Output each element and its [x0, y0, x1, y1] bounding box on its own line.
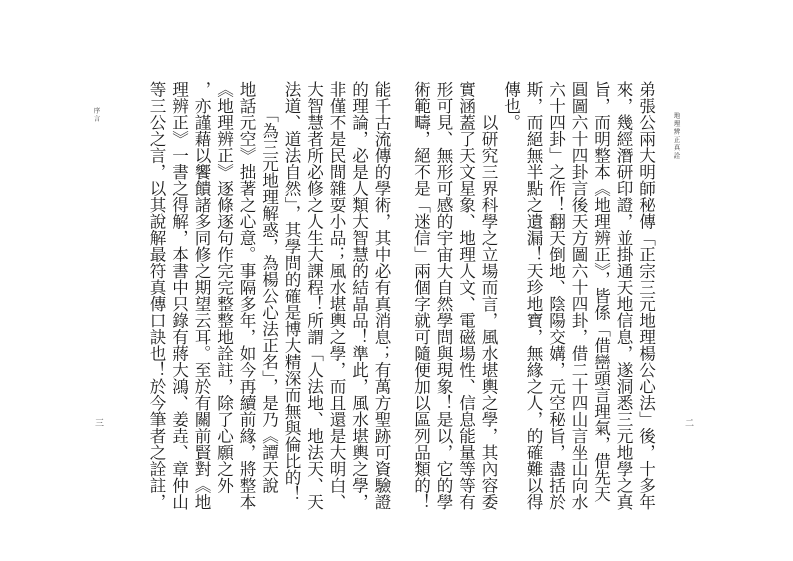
text-column: 理辨正》一書之得解，本書中只錄有蔣大鴻、姜垚、章仲山 [169, 81, 189, 510]
text-column: 「為三元地理解惑，為楊公心法正名」，是乃《譚天說 [259, 81, 279, 494]
running-header-title: 地理辨正真詮 [672, 112, 681, 160]
text-column: ，亦謹藉以饗饋諸多同修之期望云耳。至於有關前賢對《地 [192, 81, 212, 510]
text-column: 傳也。 [501, 81, 521, 131]
text-column: 形可見、無形可感的宇宙大自然學問與現象！是以，它的學 [434, 81, 454, 510]
text-column: 六十四卦」之作！翻天倒地、陰陽交媾，元空秘旨，盡括於 [546, 81, 566, 510]
text-column: 術範疇，絕不是「迷信」兩個字就可隨便加以區列品類的！ [411, 81, 431, 510]
text-column: 斯，而絕無半點之遺漏！天珍地寶，無緣之人，的確難以得 [524, 81, 544, 510]
text-column: 旨，而明整本《地理辨正》，皆係「借巒頭言理氣，借先天 [591, 81, 611, 502]
text-column: 《地理辨正》逐條逐句作完完整整地詮註，除了心願之外 [214, 81, 234, 494]
text-column: 來，幾經潛研印證，並掛通天地信息，遂洞悉三元地學之真 [614, 81, 634, 510]
text-column: 圓圖六十四卦言後天方圖六十四卦，借二十四山言坐山向水 [569, 81, 589, 510]
page-number-left: 三 [93, 418, 103, 427]
text-column: 實涵蓋了天文星象、地理人文、電磁場性、信息能量等等有 [456, 81, 476, 510]
text-column: 等三公之言，以其說解最符真傳口訣也！於今筆者之詮註， [147, 81, 167, 510]
text-column: 能千古流傳的學術，其中必有真消息；有萬方聖跡可資驗證 [372, 81, 392, 510]
text-column: 弟張公兩大明師秘傳「正宗三元地理楊公心法」後，十多年 [636, 81, 656, 510]
page-number-right: 二 [683, 418, 693, 427]
text-column: 的理論，必是人類大智慧的結晶品！準此，風水堪輿之學， [349, 81, 369, 510]
text-column: 地話元空》拙著之心意。事隔多年，如今再續前緣，將整本 [237, 81, 257, 510]
text-column: 大智慧者所必修之人生大課程！所謂「人法地、地法天、天 [304, 81, 324, 510]
text-column: 非僅不是民間雜耍小品；風水堪輿之學，而且還是大明白、 [327, 81, 347, 510]
text-column: 以研究三界科學之立場而言，風水堪輿之學，其內容委 [479, 81, 499, 510]
text-column: 法道、道法自然」，其學問的確是博大精深而無與倫比的！ [282, 81, 302, 502]
running-header-section: 序言 [92, 107, 101, 123]
